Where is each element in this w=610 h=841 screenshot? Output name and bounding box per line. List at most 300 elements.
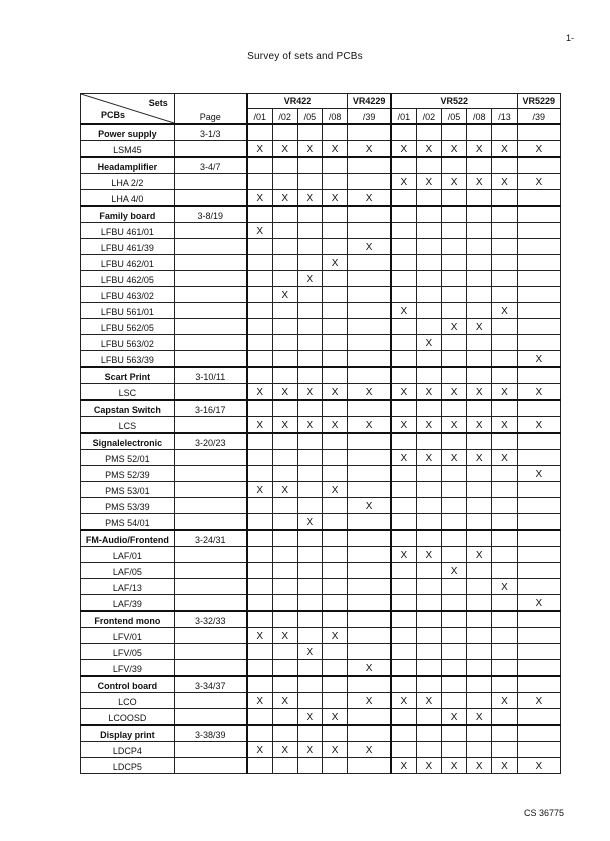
mark-cell [492,223,517,239]
section-name: Family board [81,206,175,223]
mark-cell: X [322,417,347,434]
mark-cell [467,628,492,644]
mark-cell [322,223,347,239]
mark-cell [272,644,297,660]
mark-cell [416,271,441,287]
mark-cell [348,287,391,303]
empty-cell [322,725,347,742]
mark-cell [297,628,322,644]
mark-cell [348,303,391,319]
header-corner [81,94,175,125]
mark-cell [467,335,492,351]
mark-cell [348,595,391,612]
page-cell [174,514,247,531]
mark-cell [247,514,272,531]
group-vr522: VR522 [391,94,517,109]
table-row [81,417,561,434]
mark-cell [416,351,441,368]
mark-cell: X [247,693,272,709]
mark-cell [247,547,272,563]
mark-cell: X [272,190,297,207]
mark-cell [297,758,322,774]
empty-cell [517,157,560,174]
group-vr4229: VR4229 [348,94,391,109]
mark-cell [391,644,416,660]
mark-cell [272,514,297,531]
mark-cell [348,579,391,595]
mark-cell: X [467,417,492,434]
empty-cell [517,124,560,141]
mark-cell: X [517,351,560,368]
mark-cell [297,466,322,482]
pcb-label: LCS [81,417,175,434]
mark-cell [272,223,297,239]
empty-cell [322,367,347,384]
mark-cell [272,450,297,466]
empty-cell [391,530,416,547]
page-cell [174,287,247,303]
mark-cell: X [492,384,517,401]
mark-cell: X [492,450,517,466]
mark-cell [297,255,322,271]
mark-cell: X [322,384,347,401]
mark-cell [467,287,492,303]
section-page: 3-16/17 [174,400,247,417]
mark-cell [297,595,322,612]
mark-cell [247,255,272,271]
empty-cell [272,725,297,742]
mark-cell [467,660,492,677]
mark-cell [348,547,391,563]
mark-cell [441,271,466,287]
section-page: 3-24/31 [174,530,247,547]
mark-cell [348,514,391,531]
mark-cell [391,335,416,351]
table-row [81,174,561,190]
mark-cell [297,303,322,319]
empty-cell [322,676,347,693]
page-cell [174,255,247,271]
pcb-label: PMS 54/01 [81,514,175,531]
mark-cell [441,693,466,709]
mark-cell [441,190,466,207]
empty-cell [441,367,466,384]
mark-cell [322,466,347,482]
mark-cell: X [517,174,560,190]
mark-cell: X [416,693,441,709]
table-row [81,384,561,401]
empty-cell [348,725,391,742]
empty-cell [391,433,416,450]
mark-cell [391,223,416,239]
mark-cell [517,450,560,466]
mark-cell: X [322,141,347,158]
mark-cell [322,514,347,531]
mark-cell [391,287,416,303]
mark-cell: X [247,628,272,644]
empty-cell [391,725,416,742]
mark-cell [416,514,441,531]
empty-cell [416,400,441,417]
empty-cell [322,530,347,547]
table-row [81,319,561,335]
page-cell [174,498,247,514]
empty-cell [492,206,517,223]
mark-cell [322,563,347,579]
page-cell [174,335,247,351]
mark-cell [467,498,492,514]
section-header-row [81,124,561,141]
mark-cell [247,351,272,368]
mark-cell: X [492,758,517,774]
section-header-row [81,433,561,450]
empty-cell [416,157,441,174]
mark-cell [517,482,560,498]
page-cell [174,660,247,677]
mark-cell [416,223,441,239]
pcb-label: LSC [81,384,175,401]
page-cell [174,563,247,579]
section-name: FM-Audio/Frontend [81,530,175,547]
mark-cell [272,239,297,255]
mark-cell: X [322,482,347,498]
mark-cell [322,287,347,303]
empty-cell [348,367,391,384]
pcb-label: LAF/01 [81,547,175,563]
mark-cell [322,660,347,677]
mark-cell: X [348,417,391,434]
mark-cell [517,628,560,644]
mark-cell [441,514,466,531]
mark-cell: X [247,141,272,158]
mark-cell: X [467,319,492,335]
mark-cell [441,335,466,351]
section-header-row [81,157,561,174]
mark-cell [416,709,441,726]
empty-cell [416,530,441,547]
empty-cell [322,611,347,628]
mark-cell [297,223,322,239]
mark-cell [517,514,560,531]
empty-cell [247,676,272,693]
mark-cell [517,190,560,207]
mark-cell [441,223,466,239]
empty-cell [416,367,441,384]
mark-cell [492,255,517,271]
section-header-row [81,206,561,223]
table-row [81,644,561,660]
mark-cell [322,271,347,287]
mark-cell: X [416,141,441,158]
pcb-label: LFBU 463/02 [81,287,175,303]
empty-cell [391,206,416,223]
mark-cell: X [492,417,517,434]
mark-cell [348,255,391,271]
pcb-label: LFBU 561/01 [81,303,175,319]
empty-cell [247,725,272,742]
mark-cell: X [441,450,466,466]
page-cell [174,303,247,319]
mark-cell: X [348,660,391,677]
empty-cell [441,530,466,547]
pcb-label: PMS 52/39 [81,466,175,482]
mark-cell [247,709,272,726]
page-cell [174,450,247,466]
empty-cell [297,433,322,450]
empty-cell [272,367,297,384]
mark-cell [416,563,441,579]
empty-cell [247,530,272,547]
empty-cell [467,530,492,547]
empty-cell [348,611,391,628]
mark-cell: X [297,644,322,660]
mark-cell: X [272,417,297,434]
mark-cell: X [416,450,441,466]
mark-cell [416,255,441,271]
mark-cell: X [517,758,560,774]
mark-cell [272,174,297,190]
empty-cell [348,530,391,547]
mark-cell [297,239,322,255]
page-cell [174,174,247,190]
mark-cell [492,742,517,758]
section-name: Headamplifier [81,157,175,174]
empty-cell [322,400,347,417]
empty-cell [247,124,272,141]
mark-cell [467,482,492,498]
mark-cell [322,239,347,255]
mark-cell: X [492,693,517,709]
empty-cell [391,367,416,384]
mark-cell [297,660,322,677]
empty-cell [441,725,466,742]
mark-cell [517,335,560,351]
mark-cell: X [467,450,492,466]
mark-cell [247,271,272,287]
table-row [81,693,561,709]
mark-cell: X [348,239,391,255]
mark-cell: X [416,384,441,401]
section-page: 3-32/33 [174,611,247,628]
mark-cell [467,742,492,758]
mark-cell [467,190,492,207]
empty-cell [492,725,517,742]
mark-cell [416,239,441,255]
group-vr5229: VR5229 [517,94,560,109]
mark-cell [416,190,441,207]
empty-cell [517,206,560,223]
mark-cell [416,303,441,319]
empty-cell [297,367,322,384]
mark-cell [467,223,492,239]
mark-cell [391,271,416,287]
mark-cell: X [467,141,492,158]
mark-cell [467,466,492,482]
table-row [81,514,561,531]
mark-cell: X [348,742,391,758]
mark-cell [492,547,517,563]
empty-cell [441,157,466,174]
mark-cell [322,498,347,514]
mark-cell [416,628,441,644]
mark-cell [391,709,416,726]
empty-cell [492,530,517,547]
mark-cell [467,563,492,579]
mark-cell [322,319,347,335]
header-row-groups [81,94,561,109]
empty-cell [467,725,492,742]
mark-cell [467,351,492,368]
mark-cell [272,579,297,595]
empty-cell [467,206,492,223]
pcb-label: LAF/39 [81,595,175,612]
mark-cell [391,319,416,335]
empty-cell [517,676,560,693]
mark-cell: X [517,693,560,709]
mark-cell: X [297,709,322,726]
mark-cell [492,351,517,368]
empty-cell [272,611,297,628]
mark-cell [297,547,322,563]
mark-cell [348,271,391,287]
mark-cell [297,450,322,466]
mark-cell [247,287,272,303]
mark-cell [348,628,391,644]
mark-cell: X [467,174,492,190]
page-cell [174,351,247,368]
mark-cell [492,628,517,644]
empty-cell [441,433,466,450]
page-header: Page [174,94,247,125]
mark-cell: X [247,417,272,434]
empty-cell [247,206,272,223]
section-page: 3-20/23 [174,433,247,450]
section-name: Scart Print [81,367,175,384]
document-id: CS 36775 [524,808,565,818]
mark-cell [322,351,347,368]
section-header-row [81,676,561,693]
empty-cell [272,400,297,417]
mark-cell: X [441,141,466,158]
column-header: /13 [492,109,517,125]
mark-cell: X [322,742,347,758]
mark-cell [441,595,466,612]
page-cell [174,547,247,563]
empty-cell [441,124,466,141]
mark-cell [391,239,416,255]
pcb-label: LHA 2/2 [81,174,175,190]
mark-cell [348,335,391,351]
mark-cell [348,319,391,335]
section-name: Signalelectronic [81,433,175,450]
mark-cell [416,660,441,677]
mark-cell: X [517,595,560,612]
mark-cell [517,303,560,319]
mark-cell: X [416,335,441,351]
mark-cell [391,498,416,514]
pcb-label: LFBU 461/39 [81,239,175,255]
mark-cell [517,239,560,255]
mark-cell [297,319,322,335]
mark-cell: X [322,190,347,207]
mark-cell: X [391,758,416,774]
mark-cell [467,595,492,612]
page-title: Survey of sets and PCBs [247,51,363,62]
mark-cell [322,579,347,595]
mark-cell [391,742,416,758]
empty-cell [517,530,560,547]
pcb-label: LDCP5 [81,758,175,774]
section-header-row [81,725,561,742]
mark-cell [467,303,492,319]
mark-cell: X [297,514,322,531]
mark-cell: X [416,174,441,190]
mark-cell [247,319,272,335]
mark-cell [441,239,466,255]
mark-cell: X [348,141,391,158]
mark-cell: X [348,693,391,709]
empty-cell [416,725,441,742]
page-cell [174,466,247,482]
pcb-label: LFV/39 [81,660,175,677]
empty-cell [517,367,560,384]
mark-cell: X [441,709,466,726]
page-cell [174,384,247,401]
mark-cell [272,709,297,726]
table-row [81,742,561,758]
column-header: /39 [517,109,560,125]
table-row [81,239,561,255]
mark-cell: X [517,384,560,401]
mark-cell [272,319,297,335]
table-row [81,482,561,498]
pcb-label: LFBU 462/05 [81,271,175,287]
empty-cell [416,206,441,223]
mark-cell [391,628,416,644]
survey-table [80,93,561,774]
section-header-row [81,400,561,417]
pcb-label: LHA 4/0 [81,190,175,207]
empty-cell [441,611,466,628]
mark-cell [492,709,517,726]
mark-cell: X [272,693,297,709]
mark-cell: X [467,384,492,401]
mark-cell [391,466,416,482]
pcb-label: LFV/01 [81,628,175,644]
empty-cell [297,400,322,417]
mark-cell: X [297,190,322,207]
mark-cell [492,190,517,207]
mark-cell: X [467,547,492,563]
empty-cell [517,725,560,742]
mark-cell [416,498,441,514]
mark-cell [297,287,322,303]
mark-cell [247,174,272,190]
mark-cell [348,174,391,190]
pcb-label: LFBU 563/02 [81,335,175,351]
mark-cell [297,498,322,514]
mark-cell [492,514,517,531]
mark-cell [247,303,272,319]
page-cell [174,190,247,207]
empty-cell [467,611,492,628]
mark-cell: X [391,174,416,190]
column-header: /08 [467,109,492,125]
table-row [81,287,561,303]
pcb-label: LSM45 [81,141,175,158]
mark-cell [441,482,466,498]
mark-cell: X [467,709,492,726]
